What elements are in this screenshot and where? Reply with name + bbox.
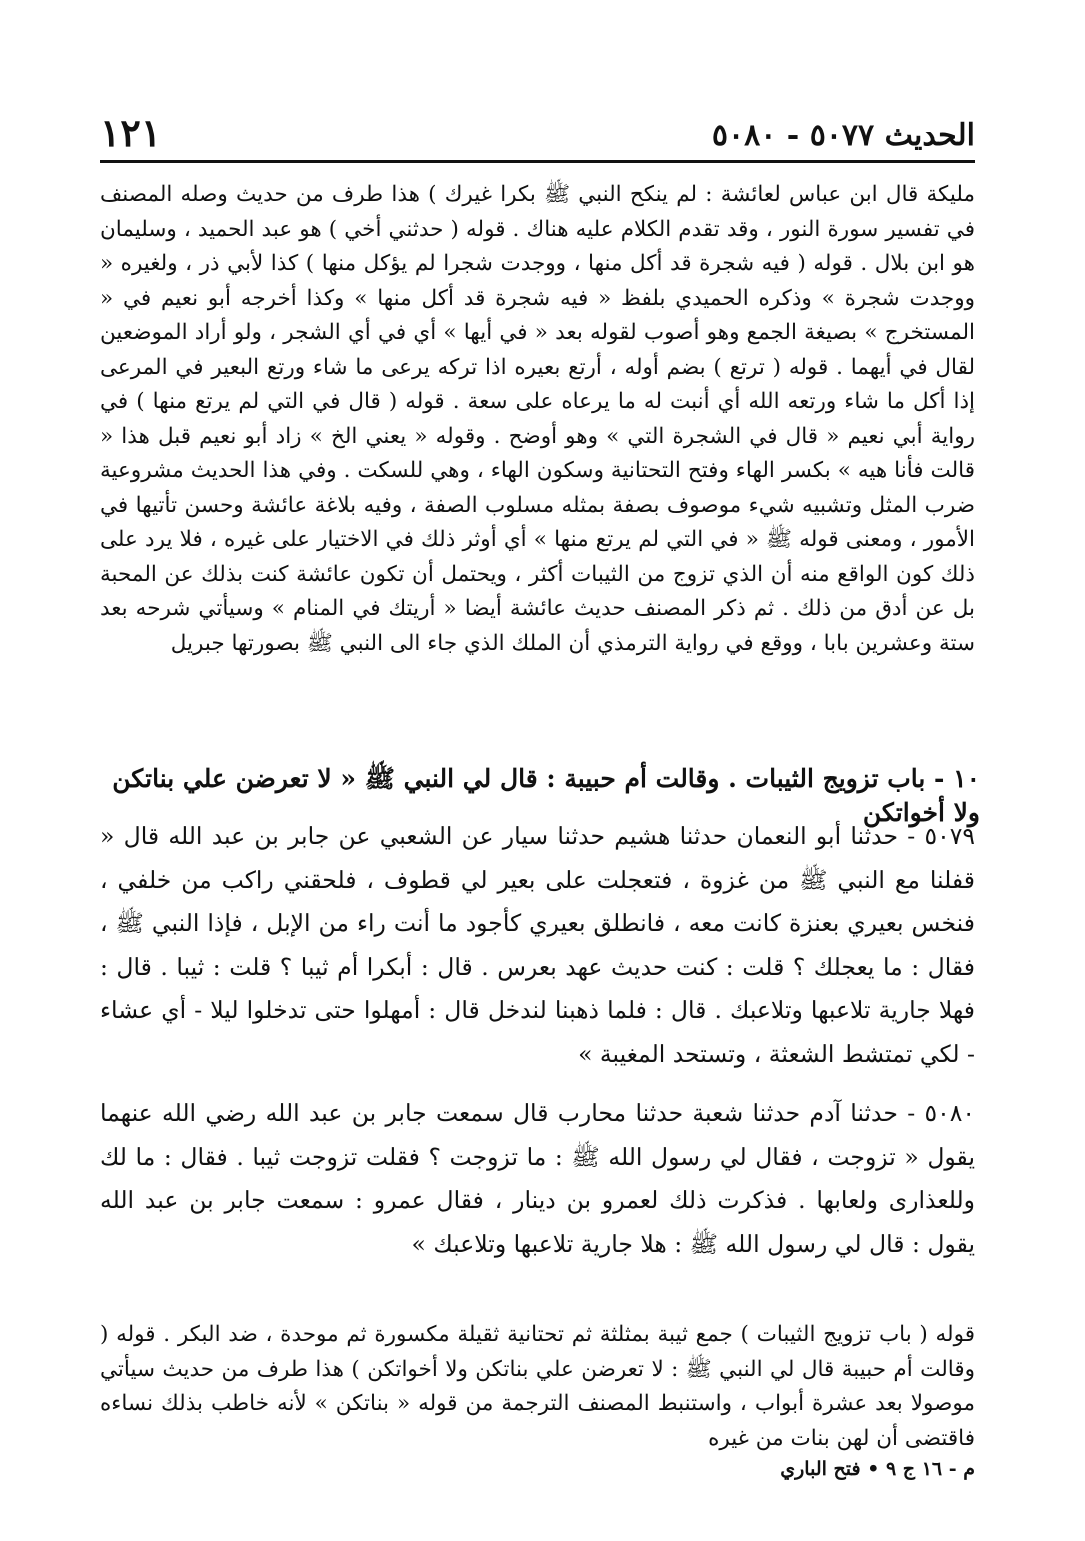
chapter-heading: ١٠ - باب تزويج الثيبات . وقالت أم حبيبة : قال لي النبي ﷺ « لا تعرضن علي بناتكن ولا أخواتكن — [112, 764, 980, 827]
page-footer: م - ١٦ ج ٩ • فتح الباري — [780, 1458, 975, 1480]
running-title: الحديث ٥٠٧٧ - ٥٠٨٠ — [711, 118, 975, 153]
commentary-top: مليكة قال ابن عباس لعائشة : لم ينكح النبي ﷺ بكرا غيرك ) هذا طرف من حديث وصله المصنف في تفسير سورة النور ، وقد تقدم الكلام عليه هناك . قوله ( حدثني أخي ) هو عبد الحميد ، وسليمان هو ابن بلال . قوله ( فيه شجرة قد أكل منها ، ووجدت شجرا لم يؤكل منها ) كذا لأبي ذر ، ولغيره « ووجدت شجرة » وذكره الحميدي بلفظ « فيه شجرة قد أكل منها » وكذا أخرجه أبو نعيم في « المستخرج » بصيغة الجمع وهو أصوب لقوله بعد « في أيها » أي في أي الشجر ، ولو أراد الموضعين لقال في أيهما . قوله ( ترتع ) بضم أوله ، أرتع بعيره اذا تركه يرعى ما شاء ورتع البعير في المرعى إذا أكل ما شاء ورتعه الله أي أنبت له ما يرعاه على سعة . قوله ( قال في التي لم يرتع منها ) في رواية أبي نعيم « قال في الشجرة التي » وهو أوضح . وقوله « يعني الخ » زاد أبو نعيم قبل هذا « قالت فأنا هيه » بكسر الهاء وفتح التحتانية وسكون الهاء ، وهي للسكت . وفي هذا الحديث مشروعية ضرب المثل وتشبيه شيء موصوف بصفة بمثله مسلوب الصفة ، وفيه بلاغة عائشة وحسن تأتيها في الأمور ، ومعنى قوله ﷺ « في التي لم يرتع منها » أي أوثر ذلك في الاختيار على غيره ، فلا يرد على ذلك كون الواقع منه أن الذي تزوج من الثيبات أكثر ، ويحتمل أن تكون عائشة كنت بذلك عن المحبة بل عن أدق من ذلك . ثم ذكر المصنف حديث عائشة أيضا « أريتك في المنام » وسيأتي شرحه بعد ستة وعشرين بابا ، ووقع في رواية الترمذي أن الملك الذي جاء الى النبي ﷺ بصورتها جبريل — [100, 182, 975, 656]
page-number: ١٢١ — [100, 110, 162, 155]
hadith-5080: ٥٠٨٠ - حدثنا آدم حدثنا شعبة حدثنا محارب قال سمعت جابر بن عبد الله رضي الله عنهما يقول « تزوجت ، فقال لي رسول الله ﷺ : ما تزوجت ؟ فقلت تزوجت ثيبا . فقال : ما لك وللعذارى ولعابها . فذكرت ذلك لعمرو بن دينار ، فقال عمرو : سمعت جابر بن عبد الله يقول : قال لي رسول الله ﷺ : هلا جارية تلاعبها وتلاعبك » — [100, 1099, 975, 1258]
commentary-bottom: قوله ( باب تزويج الثيبات ) جمع ثيبة بمثلثة ثم تحتانية ثقيلة مكسورة ثم موحدة ، ضد البكر . قوله ( وقالت أم حبيبة قال لي النبي ﷺ : لا تعرضن علي بناتكن ولا أخواتكن ) هذا طرف من حديث سيأتي موصولا بعد عشرة أبواب ، واستنبط المصنف الترجمة من قوله « بناتكن » لأنه خاطب بذلك نساءه فاقتضى أن لهن بنات من غيره — [100, 1322, 975, 1451]
hadith-5079: ٥٠٧٩ - حدثنا أبو النعمان حدثنا هشيم حدثنا سيار عن الشعبي عن جابر بن عبد الله قال « قفلنا مع النبي ﷺ من غزوة ، فتعجلت على بعير لي قطوف ، فلحقني راكب من خلفي ، فنخس بعيري بعنزة كانت معه ، فانطلق بعيري كأجود ما أنت راء من الإبل ، فإذا النبي ﷺ ، فقال : ما يعجلك ؟ قلت : كنت حديث عهد بعرس . قال : أبكرا أم ثيبا ؟ قلت : ثيبا . قال : فهلا جارية تلاعبها وتلاعبك . قال : فلما ذهبنا لندخل قال : أمهلوا حتى تدخلوا ليلا - أي عشاء - لكي تمتشط الشعثة ، وتستحد المغيبة » — [100, 822, 975, 1068]
page-header — [100, 110, 975, 163]
